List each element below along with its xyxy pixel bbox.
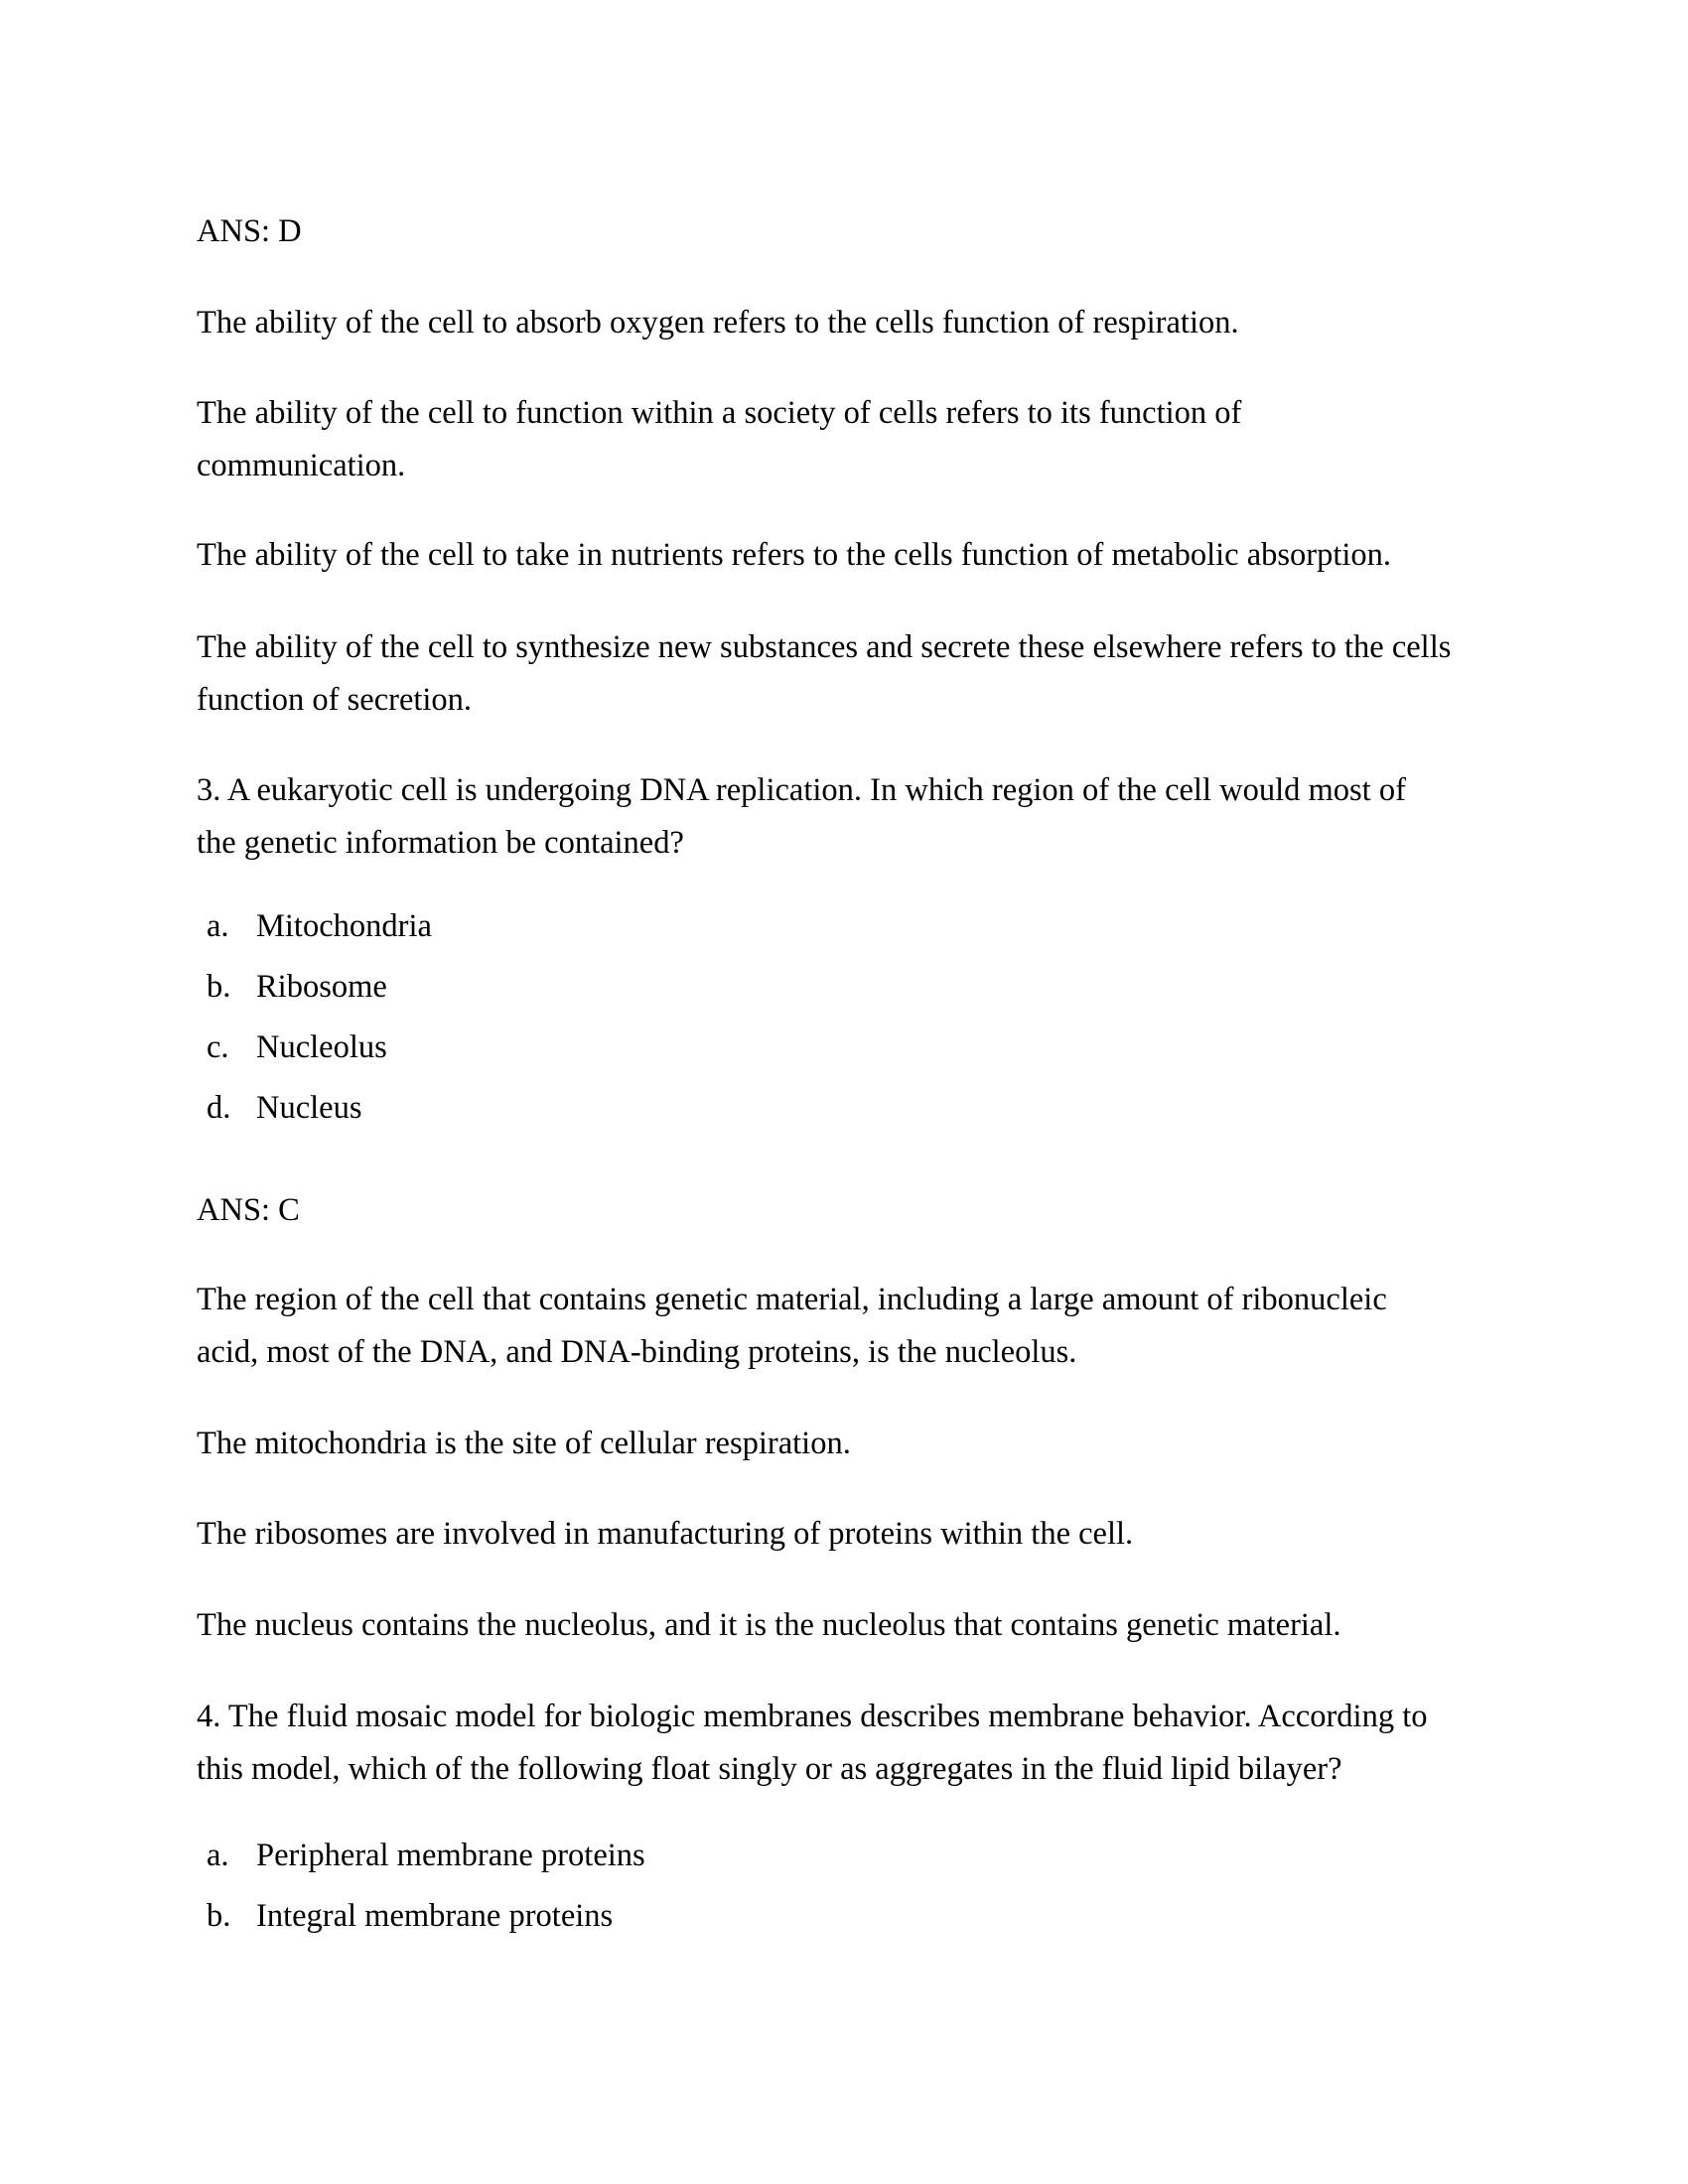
option-text: Ribosome (256, 969, 387, 1005)
option-text: Nucleolus (256, 1029, 387, 1065)
rationale-line: The ability of the cell to function within a society of cells refers to its function of (197, 395, 1242, 431)
option-letter: d. (207, 1090, 231, 1126)
answer-label: ANS: D (197, 213, 302, 249)
option-letter: c. (207, 1029, 229, 1065)
rationale-line: The nucleus contains the nucleolus, and it is the nucleolus that contains genetic material. (197, 1607, 1341, 1643)
rationale-line: function of secretion. (197, 682, 473, 718)
option-text: Integral membrane proteins (256, 1898, 614, 1934)
option-letter: b. (207, 969, 231, 1005)
rationale-line: The region of the cell that contains genetic material, including a large amount of ribonucleic (197, 1282, 1387, 1317)
answer-label: ANS: C (197, 1192, 300, 1228)
rationale-line: The ability of the cell to synthesize new substances and secrete these elsewhere refers to the cells (197, 629, 1452, 665)
rationale-line: The ability of the cell to take in nutrients refers to the cells function of metabolic absorption. (197, 537, 1392, 573)
option-text: Mitochondria (256, 908, 432, 944)
rationale-line: The ability of the cell to absorb oxygen refers to the cells function of respiration. (197, 305, 1239, 341)
question-stem: 4. The fluid mosaic model for biologic membranes describes membrane behavior. According to (197, 1699, 1428, 1734)
rationale-line: The mitochondria is the site of cellular respiration. (197, 1426, 851, 1461)
option-text: Nucleus (256, 1090, 362, 1126)
rationale-line: The ribosomes are involved in manufacturing of proteins within the cell. (197, 1516, 1134, 1552)
question-stem: this model, which of the following float singly or as aggregates in the fluid lipid bilayer? (197, 1751, 1342, 1787)
option-letter: b. (207, 1898, 231, 1934)
option-letter: a. (207, 1838, 229, 1873)
option-letter: a. (207, 908, 229, 944)
question-stem: the genetic information be contained? (197, 825, 684, 861)
option-text: Peripheral membrane proteins (256, 1838, 645, 1873)
rationale-line: communication. (197, 448, 406, 483)
rationale-line: acid, most of the DNA, and DNA-binding proteins, is the nucleolus. (197, 1334, 1077, 1370)
question-stem: 3. A eukaryotic cell is undergoing DNA replication. In which region of the cell would most of (197, 772, 1406, 808)
